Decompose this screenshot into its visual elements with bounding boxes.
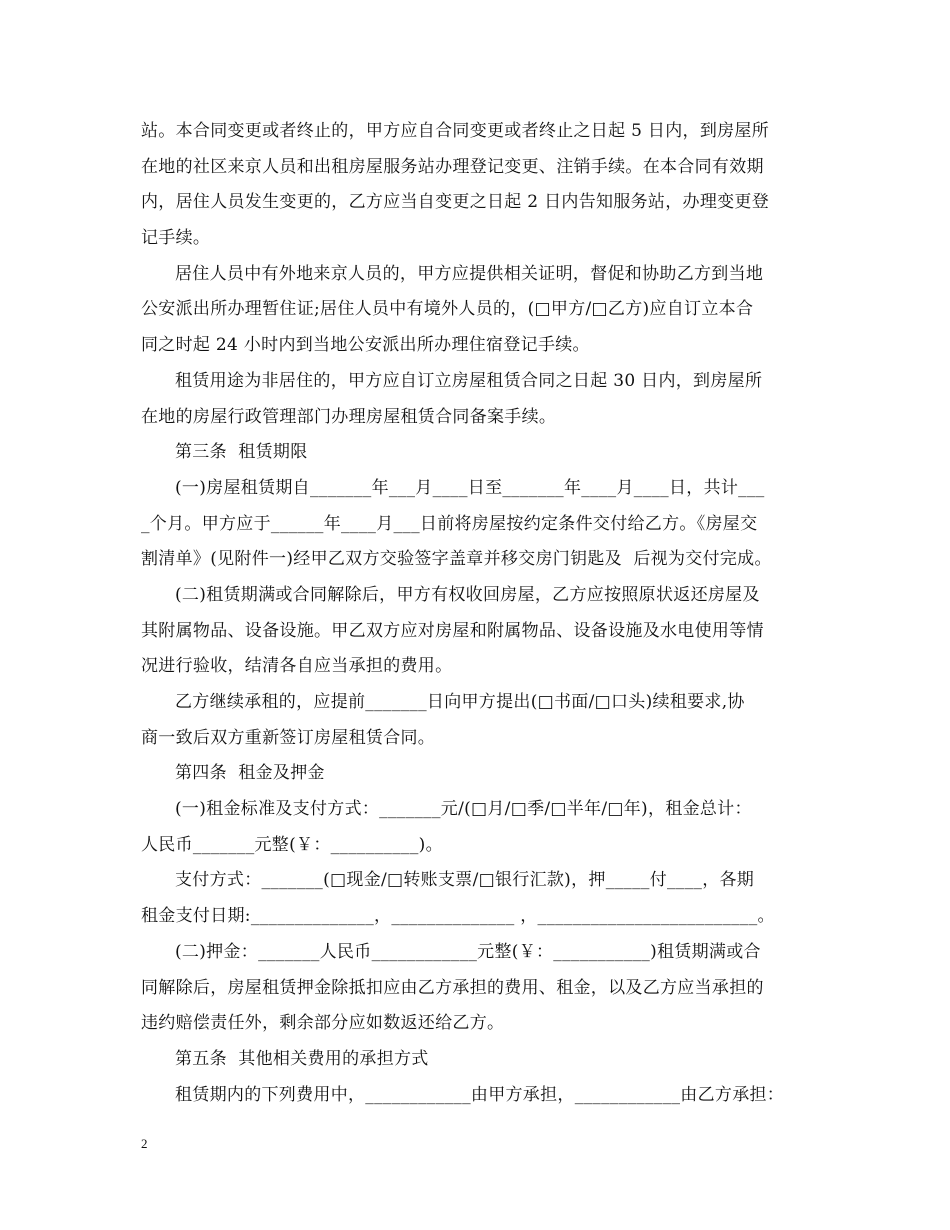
text-line: 内，居住人员发生变更的，乙方应当自变更之日起 2 日内告知服务站，办理变更登	[141, 192, 770, 213]
text-line: 违约赔偿责任外，剩余部分应如数返还给乙方。	[141, 1013, 505, 1034]
text-line: 人民币_______元整(￥：__________)。	[141, 834, 443, 855]
page-number: 2	[141, 1136, 148, 1151]
text-line: 居住人员中有外地来京人员的，甲方应提供相关证明，督促和协助乙方到当地	[175, 263, 764, 284]
text-line: (二)押金：_______人民币____________元整(￥：___________)租赁期满或合	[175, 941, 761, 962]
text-line: 商一致后双方重新签订房屋租赁合同。	[141, 727, 436, 748]
text-line: 第五条 其他相关费用的承担方式	[175, 1048, 429, 1069]
text-line: 其附属物品、设备设施。甲乙双方应对房屋和附属物品、设备设施及水电使用等情	[141, 620, 764, 641]
text-line: 割清单》(见附件一)经甲乙双方交验签字盖章并移交房门钥匙及 后视为交付完成。	[141, 549, 772, 570]
text-line: 在地的房屋行政管理部门办理房屋租赁合同备案手续。	[141, 406, 557, 427]
text-line: (一)房屋租赁期自_______年___月____日至_______年____月____日，共计___	[175, 477, 765, 498]
text-line: (一)租金标准及支付方式：_______元/(□月/□季/□半年/□年)，租金总计：	[175, 799, 752, 820]
text-line: 在地的社区来京人员和出租房屋服务站办理登记变更、注销手续。在本合同有效期	[141, 156, 764, 177]
text-line: 况进行验收，结清各自应当承担的费用。	[141, 656, 453, 677]
text-line: 记手续。	[141, 228, 211, 249]
text-line: 第四条 租金及押金	[175, 763, 325, 784]
text-line: 第三条 租赁期限	[175, 442, 308, 463]
document-body	[141, 114, 827, 1113]
text-line: 同之时起 24 小时内到当地公安派出所办理住宿登记手续。	[141, 335, 590, 356]
text-line: 站。本合同变更或者终止的，甲方应自合同变更或者终止之日起 5 日内，到房屋所	[141, 121, 770, 141]
text-line: 公安派出所办理暂住证;居住人员中有境外人员的，(□甲方/□乙方)应自订立本合	[141, 299, 754, 320]
text-line: 租赁期内的下列费用中，____________由甲方承担，____________由乙方承担：	[175, 1084, 785, 1105]
text-line: _个月。甲方应于______年____月___日前将房屋按约定条件交付给乙方。《房屋交	[141, 513, 758, 534]
text-line: (二)租赁期满或合同解除后，甲方有权收回房屋，乙方应按照原状返还房屋及	[175, 584, 760, 605]
text-line: 租金支付日期:______________，______________ ，_________________________。	[141, 906, 775, 927]
text-line: 乙方继续承租的，应提前_______日向甲方提出(□书面/□口头)续租要求,协	[175, 692, 745, 712]
text-line: 租赁用途为非居住的，甲方应自订立房屋租赁合同之日起 30 日内，到房屋所	[175, 370, 763, 391]
text-line: 支付方式：_______(□现金/□转账支票/□银行汇款)，押_____付____，各期	[175, 870, 755, 891]
text-line: 同解除后，房屋租赁押金除抵扣应由乙方承担的费用、租金，以及乙方应当承担的	[141, 977, 764, 998]
